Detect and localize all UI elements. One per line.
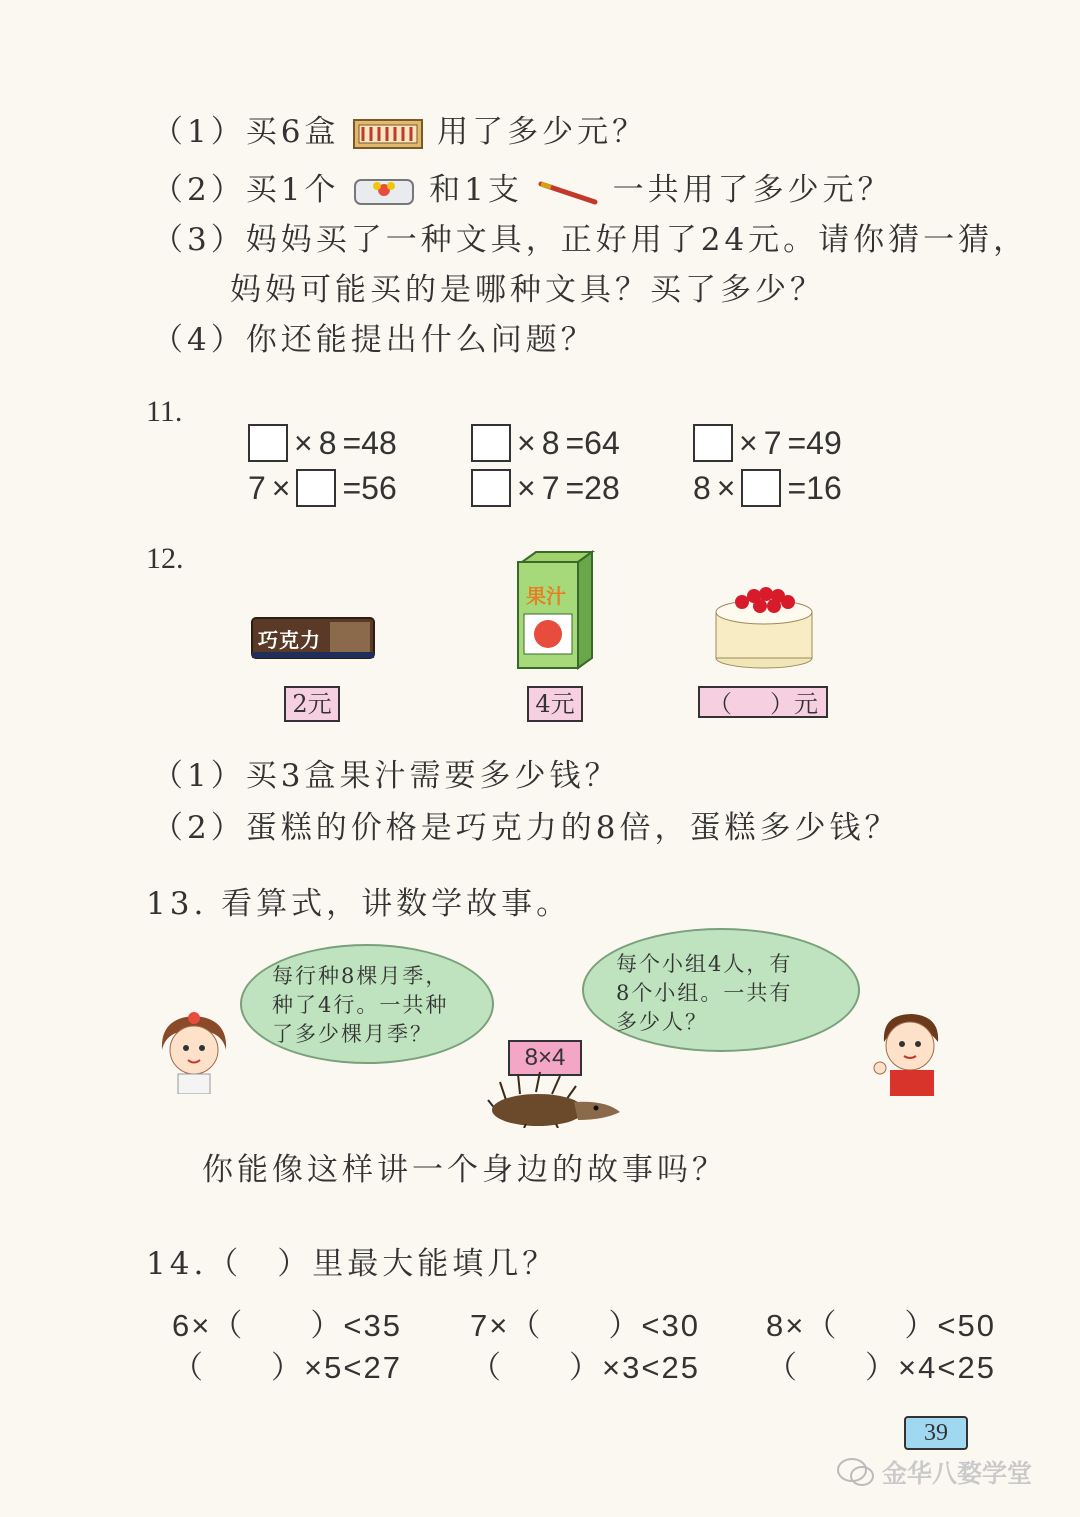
eq-11-6 <box>690 469 845 507</box>
pencil-case-icon <box>353 174 415 210</box>
times-sign: × <box>294 424 313 461</box>
watermark <box>836 1454 1032 1490</box>
juice-icon <box>516 550 596 670</box>
result: =16 <box>787 469 842 506</box>
q10-2-prefix: （2）买1个 <box>152 172 340 208</box>
page-number-badge: 39 <box>904 1416 968 1450</box>
times-sign: × <box>517 469 536 506</box>
problem13-title: 13. 看算式，讲数学故事。 <box>146 886 572 922</box>
cake-price-open: （ <box>708 690 732 718</box>
eq-11-2 <box>468 424 623 462</box>
q10-4: （4）你还能提出什么问题？ <box>152 322 596 358</box>
answer-box[interactable] <box>741 469 781 507</box>
girl-bubble-line: 每行种8棵月季， <box>272 964 449 988</box>
result: =28 <box>565 469 620 506</box>
ineq-14-1: 6×（ ）<35 <box>172 1308 402 1343</box>
chocolate-bar-image <box>250 612 376 664</box>
eq-11-4 <box>245 469 400 507</box>
problem11-label: 11. <box>146 395 183 428</box>
q12-1: （1）买3盒果汁需要多少钱？ <box>152 758 620 794</box>
juice-price: 4元 <box>527 686 583 722</box>
eq-11-1 <box>245 424 400 462</box>
girl-bubble-line: 了多少棵月季？ <box>272 1022 433 1046</box>
juice-label: 果汁 <box>526 584 566 608</box>
operand: 8 <box>541 424 560 461</box>
chocolate-label: 巧克力 <box>258 628 321 652</box>
boy-bubble-line: 8个小组。一共有 <box>616 981 793 1005</box>
cake-icon <box>712 580 816 670</box>
q10-2-middle: 和1支 <box>429 172 523 208</box>
result: =64 <box>565 424 620 461</box>
ineq-14-4: （ ）×5<27 <box>172 1350 402 1385</box>
ineq-14-2: 7×（ ）<30 <box>470 1308 700 1343</box>
operand: 7 <box>541 469 560 506</box>
pen-icon <box>537 174 599 210</box>
times-sign: × <box>739 424 758 461</box>
q10-1-prefix: （1）买6盒 <box>152 114 340 150</box>
hedgehog-icon <box>486 1070 626 1128</box>
problem12-label: 12. <box>146 542 184 575</box>
operand: 7 <box>248 469 266 506</box>
boy-bubble-line: 多少人？ <box>616 1010 708 1034</box>
q10-1 <box>152 112 647 152</box>
answer-box[interactable] <box>471 424 511 462</box>
q10-3-line2: 妈妈可能买的是哪种文具？买了多少？ <box>230 272 825 308</box>
q10-3-line1: （3）妈妈买了一种文具，正好用了24元。请你猜一猜， <box>152 222 1029 258</box>
girl-bubble-text <box>272 962 448 1049</box>
cake-price-close: ）元 <box>770 690 818 718</box>
q10-2-suffix: 一共用了多少元？ <box>612 172 893 208</box>
wechat-icon <box>836 1457 876 1487</box>
result: =56 <box>342 469 397 506</box>
eq-11-5 <box>468 469 623 507</box>
problem13-prompt: 你能像这样讲一个身边的故事吗？ <box>202 1152 727 1188</box>
operand: 8 <box>693 469 711 506</box>
ineq-14-6: （ ）×4<25 <box>766 1350 996 1385</box>
watermark-text: 金华八婺学堂 <box>882 1459 1033 1488</box>
result: =49 <box>787 424 842 461</box>
juice-box-image <box>516 550 596 670</box>
answer-box[interactable] <box>693 424 733 462</box>
result: =48 <box>342 424 397 461</box>
crayon-box-icon <box>353 116 423 152</box>
boy-bubble-text <box>616 950 792 1037</box>
times-sign: × <box>716 469 736 506</box>
problem14-title: 14.（ ）里最大能填几？ <box>146 1246 558 1282</box>
answer-box[interactable] <box>296 469 336 507</box>
ineq-14-5: （ ）×3<25 <box>470 1350 700 1385</box>
q12-2: （2）蛋糕的价格是巧克力的8倍，蛋糕多少钱？ <box>152 810 900 846</box>
ineq-14-3: 8×（ ）<50 <box>766 1308 996 1343</box>
equation-sign: 8×4 <box>508 1040 582 1076</box>
operand: 8 <box>318 424 337 461</box>
q10-2 <box>152 170 893 210</box>
girl-bubble-line: 种了4行。一共种 <box>272 993 449 1017</box>
boy-bubble-line: 每个小组4人，有 <box>616 952 793 976</box>
times-sign: × <box>517 424 536 461</box>
cake-price <box>698 686 828 718</box>
answer-box[interactable] <box>248 424 288 462</box>
operand: 7 <box>763 424 782 461</box>
eq-11-3 <box>690 424 845 462</box>
boy-character-icon <box>866 1008 946 1096</box>
q10-1-suffix: 用了多少元？ <box>437 114 648 150</box>
answer-box[interactable] <box>471 469 511 507</box>
girl-character-icon <box>152 1010 238 1094</box>
times-sign: × <box>271 469 291 506</box>
chocolate-price: 2元 <box>284 686 340 722</box>
